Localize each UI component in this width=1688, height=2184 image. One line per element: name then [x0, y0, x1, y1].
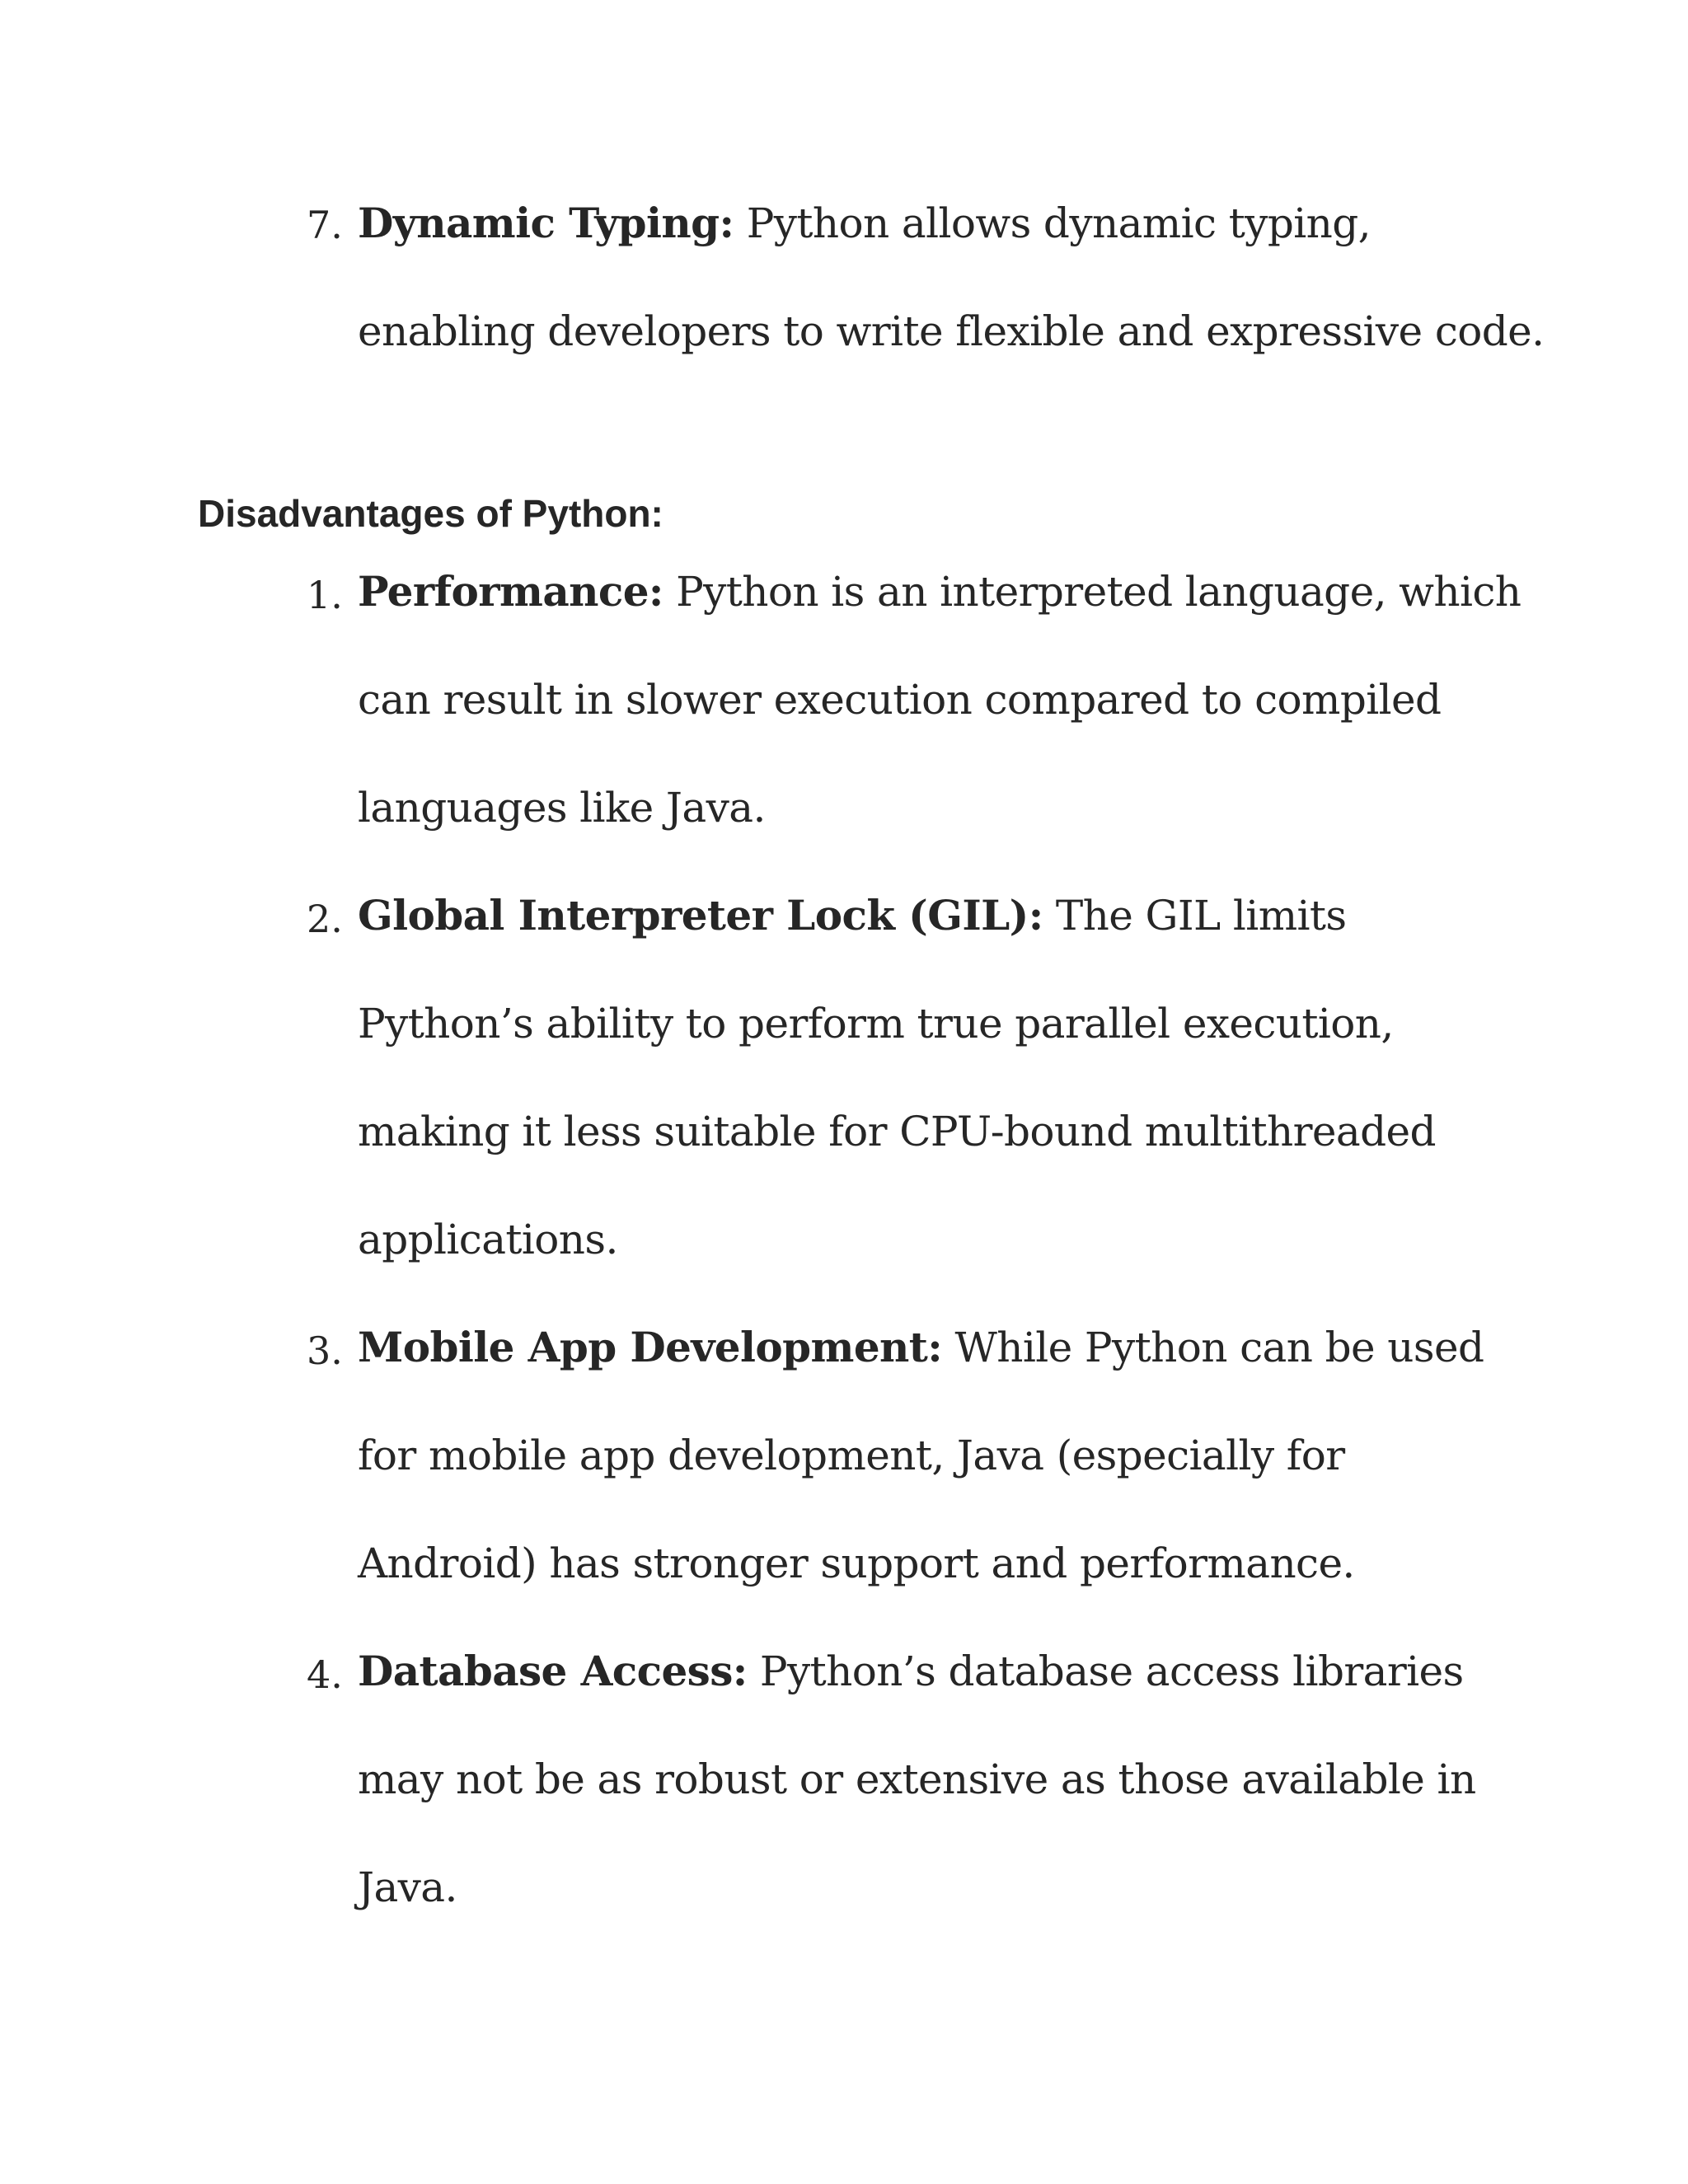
list-item-line — [358, 199, 1371, 247]
list-item-text: Python is an interpreted language, which — [663, 568, 1522, 616]
list-item-line — [358, 1323, 1484, 1371]
list-item-text: Python’s database access libraries — [747, 1647, 1464, 1695]
list-item-line: Python’s ability to perform true parallel execution, — [358, 1000, 1394, 1047]
section-heading: Disadvantages of Python: — [198, 492, 663, 535]
list-item-line: may not be as robust or extensive as those available in — [358, 1755, 1476, 1803]
list-number: 4. — [307, 1652, 343, 1697]
list-item-line: applications. — [358, 1216, 618, 1263]
list-item-text: The GIL limits — [1043, 892, 1347, 940]
list-item-line: enabling developers to write flexible and expressive code. — [358, 307, 1545, 355]
list-item-line: can result in slower execution compared to compiled — [358, 676, 1442, 724]
list-item-text: Python allows dynamic typing, — [734, 199, 1371, 247]
list-item-term: Global Interpreter Lock (GIL): — [358, 891, 1043, 940]
list-item-line — [358, 1647, 1464, 1695]
list-item-text: While Python can be used — [942, 1324, 1484, 1371]
list-item-line: for mobile app development, Java (especially for — [358, 1432, 1345, 1479]
list-number: 7. — [307, 203, 343, 247]
list-item-line: languages like Java. — [358, 784, 766, 832]
list-item-term: Mobile App Development: — [358, 1323, 943, 1371]
list-item-line — [358, 891, 1347, 940]
list-item-term: Performance: — [358, 567, 663, 616]
list-item-line: Java. — [358, 1863, 457, 1911]
list-item-line — [358, 567, 1522, 616]
list-item-term: Dynamic Typing: — [358, 199, 734, 247]
list-item-term: Database Access: — [358, 1647, 748, 1695]
list-item-line: Android) has stronger support and performance. — [358, 1540, 1355, 1587]
list-item-line: making it less suitable for CPU-bound multithreaded — [358, 1108, 1436, 1155]
list-number: 3. — [307, 1329, 343, 1373]
list-number: 2. — [307, 897, 343, 941]
list-number: 1. — [307, 573, 343, 617]
